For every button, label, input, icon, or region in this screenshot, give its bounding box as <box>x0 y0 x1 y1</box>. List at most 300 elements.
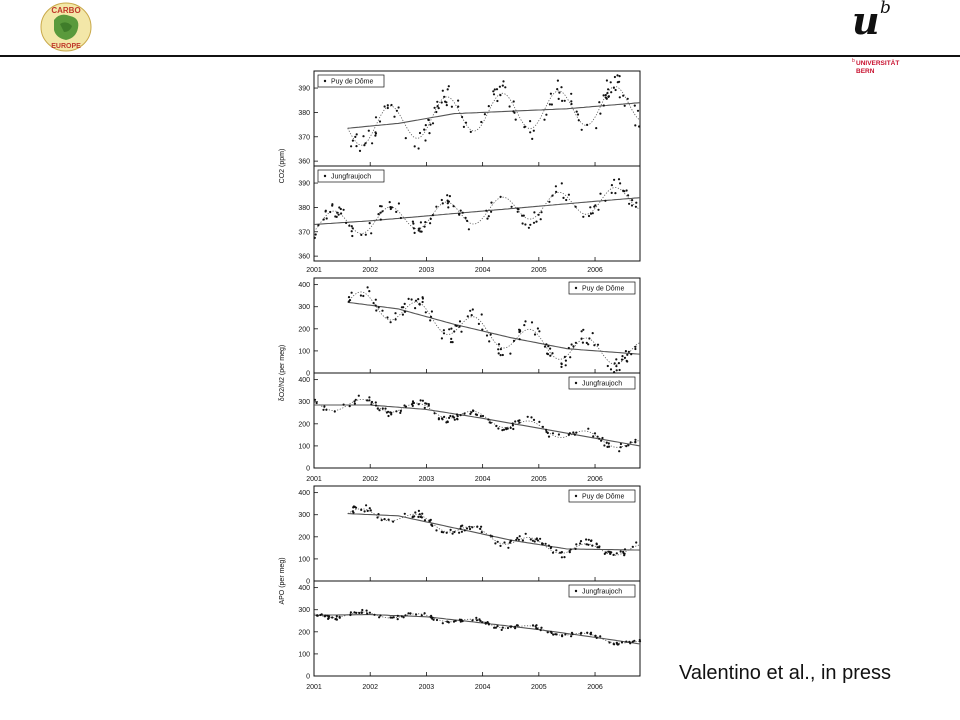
data-point <box>466 527 468 529</box>
legend-marker <box>575 287 577 289</box>
data-point <box>389 616 391 618</box>
data-point <box>384 105 386 107</box>
data-point <box>336 216 338 218</box>
uni-logo-u: u <box>852 0 880 43</box>
data-point <box>429 222 431 224</box>
data-point <box>355 145 357 147</box>
data-point <box>541 543 543 545</box>
data-point <box>349 614 351 616</box>
data-point <box>447 206 449 208</box>
data-point <box>585 543 587 545</box>
data-point <box>437 105 439 107</box>
data-point <box>632 641 634 643</box>
x-tick-label: 2006 <box>587 684 603 690</box>
data-point <box>564 356 566 358</box>
chart-group-2 <box>279 278 640 483</box>
data-point <box>331 205 333 207</box>
data-point <box>616 74 618 76</box>
data-point <box>365 504 367 506</box>
data-point <box>562 197 564 199</box>
data-point <box>353 400 355 402</box>
data-point <box>561 100 563 102</box>
data-point <box>497 541 499 543</box>
data-point <box>428 132 430 134</box>
data-point <box>316 614 318 616</box>
data-point <box>587 544 589 546</box>
x-tick-label: 2004 <box>474 267 491 274</box>
data-point <box>398 106 400 108</box>
data-point <box>534 333 536 335</box>
data-point <box>418 303 420 305</box>
y-tick-label: 200 <box>298 326 310 334</box>
logo-text-bottom: EUROPE <box>51 43 81 50</box>
data-point <box>387 411 389 413</box>
data-point <box>589 206 591 208</box>
data-point <box>432 214 434 216</box>
data-point <box>502 85 504 87</box>
data-point <box>460 414 462 416</box>
data-point <box>586 124 588 126</box>
data-point <box>351 292 353 294</box>
data-point <box>597 209 599 211</box>
data-point <box>634 346 636 348</box>
data-point <box>627 444 629 446</box>
data-point <box>485 210 487 212</box>
data-point <box>575 342 577 344</box>
x-tick-label: 2004 <box>474 476 491 483</box>
data-point <box>624 357 626 359</box>
data-point <box>373 302 375 304</box>
data-point <box>527 416 529 418</box>
data-point <box>606 92 608 94</box>
data-point <box>381 210 383 212</box>
data-point <box>405 137 407 139</box>
data-point <box>366 610 368 612</box>
data-point <box>570 635 572 637</box>
data-point <box>395 318 397 320</box>
data-point <box>582 216 584 218</box>
data-point <box>438 417 440 419</box>
data-point <box>530 416 532 418</box>
data-point <box>464 529 466 531</box>
data-point <box>426 403 428 405</box>
data-point <box>327 615 329 617</box>
data-point <box>316 402 318 404</box>
legend-marker <box>575 495 577 497</box>
data-point <box>450 338 452 340</box>
data-point <box>603 104 605 106</box>
legend-marker <box>575 382 577 384</box>
data-point <box>505 428 507 430</box>
data-point <box>639 640 641 642</box>
data-point <box>421 513 423 515</box>
data-point <box>348 225 350 227</box>
data-point <box>472 308 474 310</box>
data-point <box>379 614 381 616</box>
data-point <box>401 615 403 617</box>
data-point <box>395 410 397 412</box>
data-point <box>370 232 372 234</box>
data-point <box>608 641 610 643</box>
data-point <box>367 510 369 512</box>
data-point <box>555 191 557 193</box>
data-point <box>349 405 351 407</box>
data-point <box>349 299 351 301</box>
data-point <box>388 519 390 521</box>
x-tick-label: 2005 <box>531 684 547 690</box>
data-point <box>607 365 609 367</box>
data-point <box>596 543 598 545</box>
data-point <box>555 549 557 551</box>
y-tick-label: 100 <box>298 348 310 356</box>
data-point <box>492 90 494 92</box>
data-point <box>588 337 590 339</box>
data-point <box>555 185 557 187</box>
y-tick-label: 400 <box>298 490 310 498</box>
data-point <box>627 194 629 196</box>
data-point <box>338 206 340 208</box>
data-point <box>569 550 571 552</box>
y-tick-label: 380 <box>298 204 310 212</box>
data-point <box>558 433 560 435</box>
data-point <box>377 513 379 515</box>
data-point <box>423 129 425 131</box>
data-point <box>550 547 552 549</box>
data-point <box>449 415 451 417</box>
data-point <box>480 121 482 123</box>
data-point <box>465 217 467 219</box>
data-point <box>545 543 547 545</box>
data-point <box>635 202 637 204</box>
data-point <box>622 95 624 97</box>
y-tick-label: 200 <box>298 629 310 637</box>
data-point <box>434 412 436 414</box>
data-point <box>552 552 554 554</box>
data-point <box>459 527 461 529</box>
y-tick-label: 370 <box>298 134 310 142</box>
data-point <box>462 212 464 214</box>
data-point <box>540 211 542 213</box>
data-point <box>509 105 511 107</box>
data-point <box>634 124 636 126</box>
data-point <box>434 107 436 109</box>
data-point <box>421 614 423 616</box>
data-point <box>350 611 352 613</box>
data-point <box>624 548 626 550</box>
data-point <box>591 545 593 547</box>
y-tick-label: 360 <box>298 158 310 166</box>
data-point <box>442 622 444 624</box>
data-point <box>476 619 478 621</box>
y-tick-label: 200 <box>298 421 310 429</box>
data-point <box>472 409 474 411</box>
data-point <box>629 642 631 644</box>
data-point <box>580 632 582 634</box>
trend-line <box>348 103 640 129</box>
data-point <box>359 150 361 152</box>
data-point <box>528 227 530 229</box>
data-point <box>531 138 533 140</box>
data-point <box>597 436 599 438</box>
data-point <box>415 613 417 615</box>
data-point <box>381 519 383 521</box>
data-point <box>446 420 448 422</box>
data-point <box>512 422 514 424</box>
data-point <box>382 407 384 409</box>
data-point <box>610 91 612 93</box>
data-point <box>518 329 520 331</box>
data-point <box>490 535 492 537</box>
y-tick-label: 400 <box>298 282 310 290</box>
data-point <box>604 553 606 555</box>
data-point <box>616 369 618 371</box>
data-point <box>428 520 430 522</box>
data-point <box>523 324 525 326</box>
data-point <box>446 104 448 106</box>
legend <box>569 490 635 502</box>
data-point <box>368 399 370 401</box>
data-point <box>424 139 426 141</box>
data-point <box>364 510 366 512</box>
data-point <box>572 345 574 347</box>
x-tick-label: 2003 <box>418 476 435 483</box>
data-point <box>371 142 373 144</box>
data-point <box>452 533 454 535</box>
y-tick-label: 300 <box>298 607 310 615</box>
data-point <box>494 88 496 90</box>
university-name-line2: BERN <box>856 68 875 75</box>
data-point <box>418 229 420 231</box>
data-point <box>552 432 554 434</box>
data-point <box>376 516 378 518</box>
data-point <box>628 203 630 205</box>
data-point <box>524 223 526 225</box>
panel-3-2 <box>298 578 641 681</box>
data-point <box>631 199 633 201</box>
data-point <box>360 234 362 236</box>
data-point <box>582 329 584 331</box>
data-point <box>570 93 572 95</box>
data-point <box>598 545 600 547</box>
data-point <box>499 94 501 96</box>
data-point <box>443 329 445 331</box>
data-point <box>517 211 519 213</box>
data-point <box>429 319 431 321</box>
data-point <box>412 515 414 517</box>
data-point <box>513 100 515 102</box>
data-point <box>551 195 553 197</box>
data-point <box>635 206 637 208</box>
data-point <box>580 540 582 542</box>
data-point <box>613 643 615 645</box>
data-point <box>490 202 492 204</box>
data-point <box>425 311 427 313</box>
data-point <box>381 205 383 207</box>
data-point <box>535 221 537 223</box>
data-point <box>482 415 484 417</box>
data-point <box>368 396 370 398</box>
data-point <box>436 101 438 103</box>
data-point <box>607 551 609 553</box>
data-point <box>395 211 397 213</box>
data-point <box>516 624 518 626</box>
data-point <box>561 556 563 558</box>
x-tick-label: 2005 <box>531 476 547 483</box>
data-point <box>325 409 327 411</box>
data-point <box>397 615 399 617</box>
data-point <box>533 222 535 224</box>
chart-group-3 <box>279 486 641 690</box>
y-axis-label: δO2/N2 (per meg) <box>279 344 286 402</box>
data-point <box>457 106 459 108</box>
data-point <box>601 437 603 439</box>
data-point <box>615 358 617 360</box>
data-point <box>446 532 448 534</box>
data-point <box>620 446 622 448</box>
data-point <box>351 225 353 227</box>
data-point <box>534 540 536 542</box>
data-point <box>565 199 567 201</box>
data-point <box>579 542 581 544</box>
data-point <box>614 192 616 194</box>
y-axis-label: CO2 (ppm) <box>279 148 286 184</box>
data-point <box>336 212 338 214</box>
data-point <box>366 399 368 401</box>
data-point <box>479 528 481 530</box>
data-point <box>510 625 512 627</box>
data-point <box>595 635 597 637</box>
data-point <box>514 627 516 629</box>
data-point <box>398 202 400 204</box>
x-tick-label: 2002 <box>362 267 378 274</box>
data-point <box>404 303 406 305</box>
data-point <box>621 359 623 361</box>
data-point <box>512 110 514 112</box>
data-point <box>568 347 570 349</box>
data-point <box>339 617 341 619</box>
data-point <box>397 618 399 620</box>
data-point <box>605 94 607 96</box>
seasonal-fit-curve <box>314 400 640 448</box>
data-point <box>615 89 617 91</box>
data-point <box>575 543 577 545</box>
data-point <box>424 407 426 409</box>
data-point <box>529 120 531 122</box>
data-point <box>519 535 521 537</box>
data-point <box>456 418 458 420</box>
data-point <box>556 633 558 635</box>
x-tick-label: 2002 <box>362 684 378 690</box>
data-point <box>587 428 589 430</box>
data-point <box>418 510 420 512</box>
data-point <box>374 135 376 137</box>
data-point <box>622 551 624 553</box>
seasonal-fit-curve <box>314 612 640 643</box>
data-point <box>586 342 588 344</box>
legend <box>569 282 635 294</box>
data-point <box>351 230 353 232</box>
data-point <box>590 539 592 541</box>
data-point <box>500 354 502 356</box>
data-point <box>525 533 527 535</box>
data-point <box>605 97 607 99</box>
data-point <box>457 100 459 102</box>
data-point <box>538 214 540 216</box>
data-point <box>551 352 553 354</box>
data-point <box>610 81 612 83</box>
data-point <box>592 332 594 334</box>
data-point <box>559 552 561 554</box>
data-point <box>596 637 598 639</box>
citation: Valentino et al., in press <box>679 662 891 684</box>
data-point <box>463 126 465 128</box>
legend <box>318 170 384 182</box>
data-point <box>471 526 473 528</box>
data-point <box>460 621 462 623</box>
x-tick-label: 2001 <box>306 267 322 274</box>
data-point <box>619 96 621 98</box>
data-point <box>496 88 498 90</box>
data-point <box>460 525 462 527</box>
data-point <box>518 539 520 541</box>
x-tick-label: 2004 <box>474 684 491 690</box>
data-point <box>387 415 389 417</box>
data-point <box>415 300 417 302</box>
data-point <box>390 321 392 323</box>
data-point <box>424 226 426 228</box>
data-point <box>456 325 458 327</box>
data-point <box>340 212 342 214</box>
x-tick-label: 2002 <box>362 476 378 483</box>
data-point <box>404 614 406 616</box>
data-point <box>503 541 505 543</box>
data-point <box>390 104 392 106</box>
data-point <box>352 506 354 508</box>
data-point <box>336 619 338 621</box>
data-point <box>354 136 356 138</box>
data-point <box>511 206 513 208</box>
data-point <box>338 214 340 216</box>
data-point <box>390 412 392 414</box>
data-point <box>599 193 601 195</box>
data-point <box>524 320 526 322</box>
data-point <box>399 412 401 414</box>
data-point <box>634 441 636 443</box>
data-point <box>453 621 455 623</box>
data-point <box>393 116 395 118</box>
data-point <box>447 200 449 202</box>
data-point <box>624 105 626 107</box>
data-point <box>460 331 462 333</box>
data-point <box>352 227 354 229</box>
legend-marker <box>324 175 326 177</box>
data-point <box>421 516 423 518</box>
legend <box>318 75 384 87</box>
data-point <box>414 145 416 147</box>
data-point <box>504 86 506 88</box>
data-point <box>519 338 521 340</box>
data-point <box>328 617 330 619</box>
data-point <box>367 286 369 288</box>
data-point <box>537 539 539 541</box>
data-point <box>447 621 449 623</box>
data-point <box>414 307 416 309</box>
data-point <box>422 400 424 402</box>
data-point <box>565 364 567 366</box>
data-point <box>488 340 490 342</box>
data-point <box>449 195 451 197</box>
data-point <box>315 233 317 235</box>
